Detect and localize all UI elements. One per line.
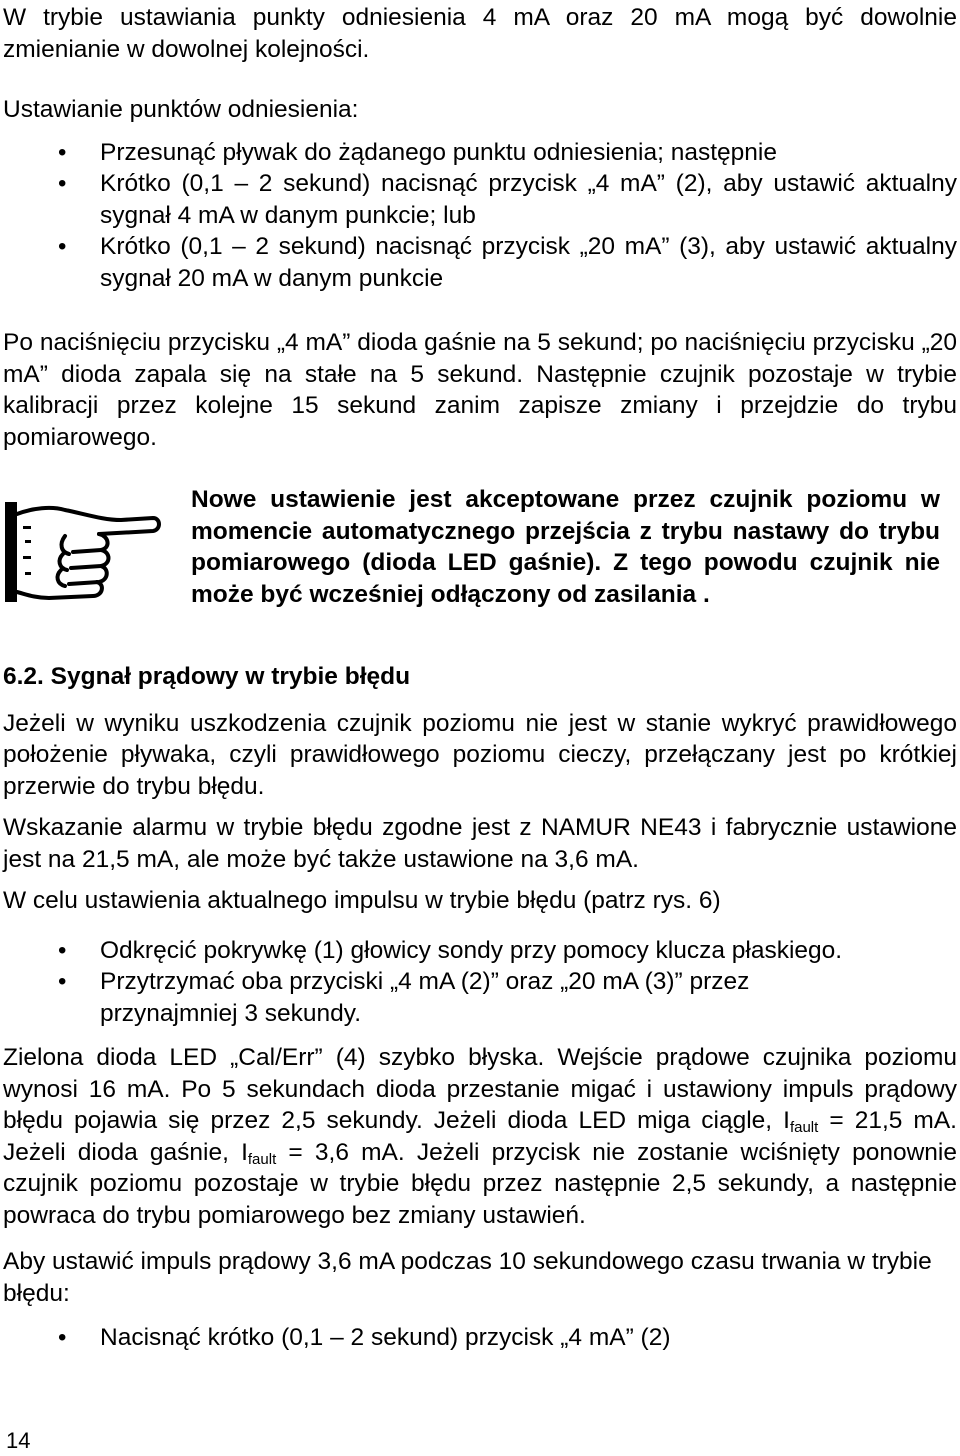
note-text: Nowe ustawienie jest akceptowane przez czujnik poziomu w momencie automatycznego przejścia z trybu nastawy do trybu pomiarowego (dioda LED gaśnie). Z tego powodu czujnik nie może być wcześniej odłączony od zasilania .	[191, 486, 940, 608]
intro-paragraph: W trybie ustawiania punkty odniesienia 4 mA oraz 20 mA mogą być dowolnie zmienianie w dowolnej kolejności.	[3, 4, 957, 63]
bullet-icon: •	[58, 968, 67, 995]
note-block	[3, 486, 957, 661]
bullet-icon: •	[58, 170, 67, 197]
pointing-hand-icon	[3, 496, 163, 611]
set-36-paragraph: Aby ustawić impuls prądowy 3,6 mA podczas 10 sekundowego czasu trwania w trybie błędu:	[3, 1248, 932, 1307]
press-paragraph: Po naciśnięciu przycisku „4 mA” dioda gaśnie na 5 sekund; po naciśnięciu przycisku „20 mA” dioda zapala się na stałe na 5 sekund. Następnie czujnik pozostaje w trybie kalibracji przez kolejne 15 sekund zanim zapisze zmiany i przejdzie do trybu pomiarowego.	[3, 329, 957, 451]
led-paragraph: Zielona dioda LED „Cal/Err” (4) szybko błyska. Wejście prądowe czujnika poziomu wynosi 16 mA. Po 5 sekundach dioda przestanie migać i ustawiony impuls prądowy błędu pojawia się przez 2,5 sekundy. Jeżeli dioda LED miga ciągle, $I_{fault} = 21,5$ mA. Jeżeli dioda gaśnie, $I_{fault} = 3,6$ mA. Jeżeli przycisk nie zostanie wciśnięty ponownie czujnik poziomu pozostaje w trybie błędu przez następnie 2,5 sekundy, a następnie powraca do trybu pomiarowego bez zmiany ustawień.	[3, 1044, 957, 1229]
page-number: 14	[6, 1428, 31, 1453]
bullet-list-2	[3, 935, 957, 1030]
setting-heading: Ustawianie punktów odniesienia:	[3, 96, 359, 123]
list-item: • Przesunąć pływak do żądanego punktu odniesienia; następnie	[3, 137, 957, 169]
list-item: • Krótko (0,1 – 2 sekund) nacisnąć przycisk „4 mA” (2), aby ustawić aktualny sygnał 4 mA w danym punkcie; lub	[58, 170, 957, 229]
section-title: 6.2. Sygnał prądowy w trybie błędu	[3, 663, 411, 690]
bullet-icon: •	[58, 233, 67, 260]
document-page	[3, 0, 957, 1354]
fault-paragraph-1: Jeżeli w wyniku uszkodzenia czujnik poziomu nie jest w stanie wykryć prawidłowego położenie pływaka, czyli prawidłowego poziomu cieczy, przełączany jest po krótkiej przerwie do trybu błędu.	[3, 709, 957, 800]
bullet-icon: •	[58, 936, 67, 964]
list-item: • Odkręcić pokrywkę (1) głowicy sondy przy pomocy klucza płaskiego.	[3, 935, 957, 967]
bullet-list-1	[3, 137, 957, 295]
bullet-icon: •	[58, 1324, 67, 1351]
fault-paragraph-3: W celu ustawienia aktualnego impulsu w trybie błędu (patrz rys. 6)	[3, 887, 721, 914]
list-item: • Nacisnąć krótko (0,1 – 2 sekund) przycisk „4 mA” (2)	[3, 1322, 957, 1354]
list-item: • Przytrzymać oba przyciski „4 mA (2)” oraz „20 mA (3)” przez przynajmniej 3 sekundy.	[58, 968, 750, 1027]
fault-paragraph-2: Wskazanie alarmu w trybie błędu zgodne jest z NAMUR NE43 i fabrycznie ustawione jest na 21,5 mA, ale może być także ustawione na 3,6 mA.	[3, 814, 957, 873]
bullet-icon: •	[58, 138, 67, 166]
bullet-list-3	[3, 1322, 957, 1354]
list-item: • Krótko (0,1 – 2 sekund) nacisnąć przycisk „20 mA” (3), aby ustawić aktualny sygnał 20 mA w danym punkcie	[58, 233, 957, 292]
